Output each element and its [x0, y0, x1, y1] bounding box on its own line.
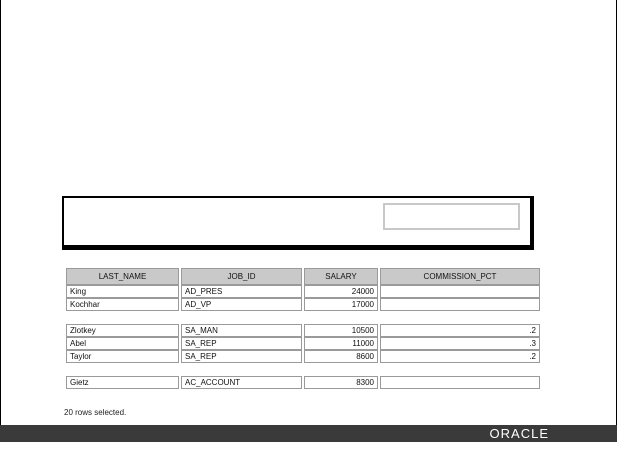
column-header-last-name: LAST_NAME [66, 268, 179, 285]
cell-job-id: AC_ACCOUNT [181, 376, 302, 389]
cell-commission-pct [380, 376, 540, 389]
row-gap [66, 311, 540, 324]
cell-salary: 11000 [304, 337, 378, 350]
cell-job-id: AD_PRES [181, 285, 302, 298]
cell-salary: 24000 [304, 285, 378, 298]
cell-job-id: SA_MAN [181, 324, 302, 337]
column-header-job-id: JOB_ID [181, 268, 302, 285]
sql-query-box [62, 196, 534, 250]
cell-last-name: Taylor [66, 350, 179, 363]
results-table [64, 268, 542, 389]
cell-salary: 17000 [304, 298, 378, 311]
oracle-logo: ORACLE [489, 426, 549, 441]
cell-last-name: King [66, 285, 179, 298]
cell-job-id: SA_REP [181, 350, 302, 363]
table-row [66, 324, 540, 337]
table-row [66, 285, 540, 298]
column-header-commission-pct: COMMISSION_PCT [380, 268, 540, 285]
cell-commission-pct [380, 298, 540, 311]
cell-commission-pct: .2 [380, 324, 540, 337]
row-gap [66, 363, 540, 376]
cell-salary: 8300 [304, 376, 378, 389]
cell-commission-pct: .2 [380, 350, 540, 363]
cell-job-id: AD_VP [181, 298, 302, 311]
footer-bar [0, 425, 617, 442]
column-header-salary: SALARY [304, 268, 378, 285]
table-header-row [66, 268, 540, 285]
cell-job-id: SA_REP [181, 337, 302, 350]
cell-commission-pct: .3 [380, 337, 540, 350]
table-row [66, 337, 540, 350]
cell-salary: 10500 [304, 324, 378, 337]
table-row [66, 298, 540, 311]
table-row [66, 350, 540, 363]
left-border [0, 0, 1, 425]
rows-selected-status: 20 rows selected. [64, 408, 127, 417]
cell-last-name: Gietz [66, 376, 179, 389]
highlight-box [383, 203, 520, 230]
table-row [66, 376, 540, 389]
cell-last-name: Abel [66, 337, 179, 350]
cell-last-name: Zlotkey [66, 324, 179, 337]
cell-last-name: Kochhar [66, 298, 179, 311]
cell-commission-pct [380, 285, 540, 298]
cell-salary: 8600 [304, 350, 378, 363]
